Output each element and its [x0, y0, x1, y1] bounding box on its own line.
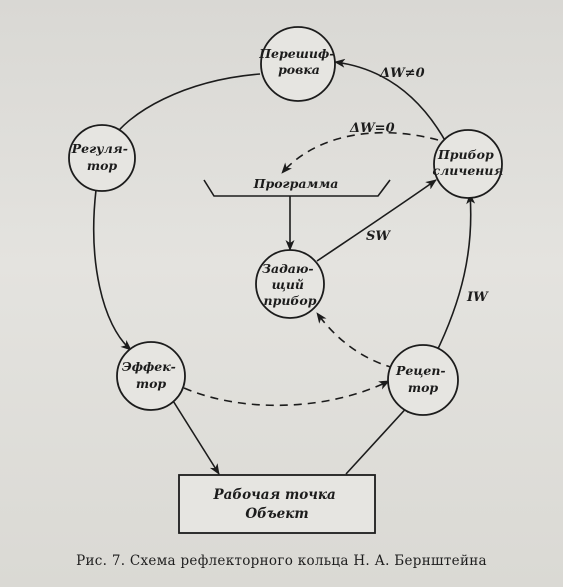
edge-effektor-object: [170, 396, 219, 474]
edge-zadayushchiy-pribor: [317, 180, 436, 261]
edge-object-retseptor: [346, 403, 411, 474]
edge-regulyator-effektor: [94, 190, 131, 350]
edge-retseptor-pribor: [435, 194, 471, 355]
label-pribor: Прибор сличения: [432, 147, 504, 178]
label-iw: IW: [467, 290, 488, 305]
node-object-box: [179, 475, 375, 533]
label-object: Рабочая точка Объект: [213, 487, 336, 522]
label-sw: SW: [366, 229, 390, 244]
label-regulyator: Регуля- тор: [71, 141, 128, 173]
label-programma: Программа: [253, 176, 339, 191]
label-dw-eq: ΔW=0: [350, 121, 395, 136]
edge-pribor-programma-dashed: [282, 133, 438, 173]
label-effektor: Эффек- тор: [121, 359, 176, 391]
figure-caption: Рис. 7. Схема рефлекторного кольца Н. А. Бернштейна: [76, 553, 487, 569]
edge-retseptor-zadayushchiy-dashed: [317, 313, 394, 368]
edge-pereshifrovka-regulyator: [110, 74, 260, 142]
label-dw-neq: ΔW≠0: [380, 66, 425, 81]
edge-effektor-retseptor-dashed: [184, 381, 389, 405]
label-pereshifrovka: Перешиф- ровка: [259, 46, 335, 77]
label-retseptor: Рецеп- тор: [396, 363, 446, 395]
label-zadayushchiy: Задаю- щий прибор: [262, 261, 317, 308]
